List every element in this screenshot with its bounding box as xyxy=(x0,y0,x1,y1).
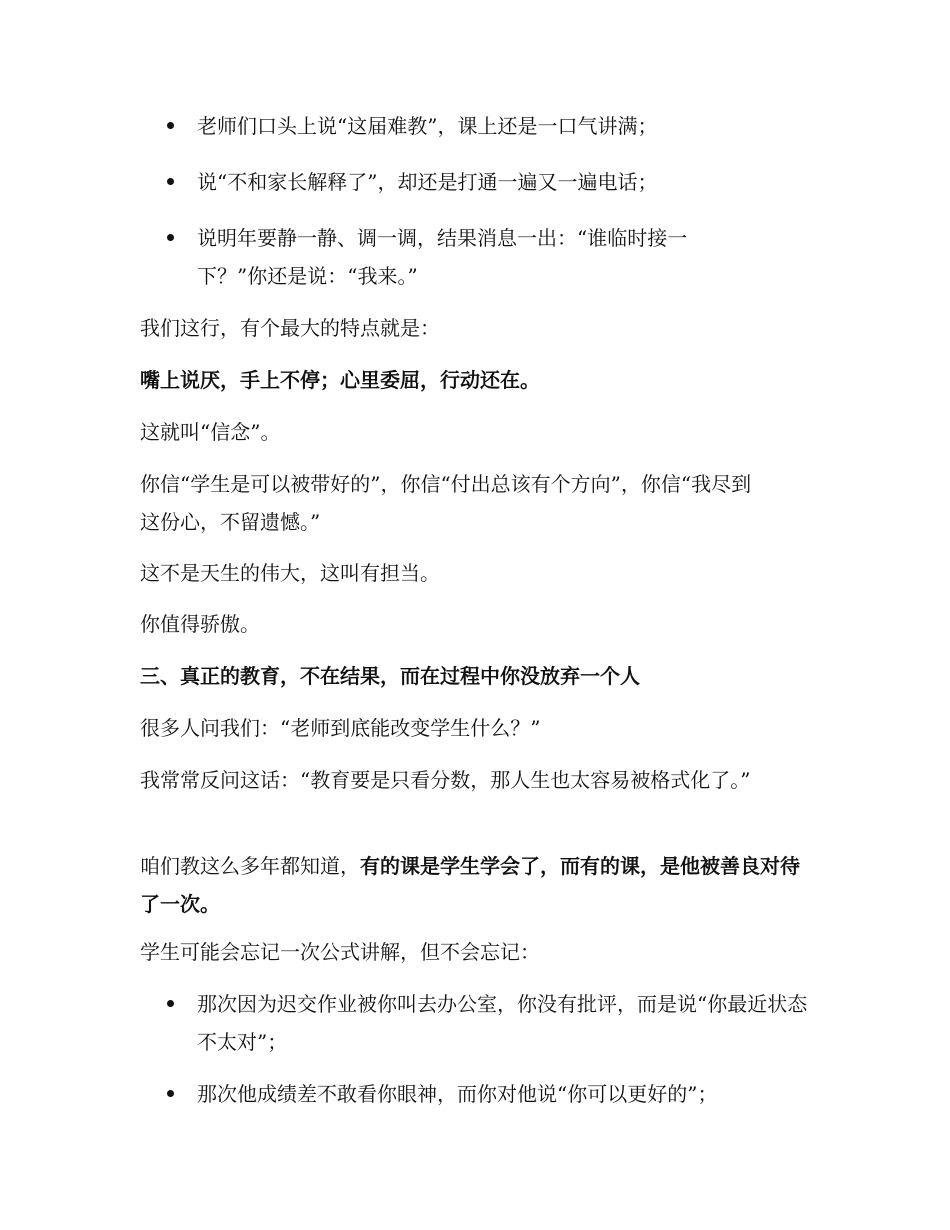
paragraph: 你信“学生是可以被带好的”，你信“付出总该有个方向”，你信“我尽到这份心，不留遗憾。” xyxy=(140,472,752,534)
emphasis-paragraph: 嘴上说厌，手上不停；心里委屈，行动还在。 xyxy=(140,368,540,392)
list-item xyxy=(197,985,810,1061)
list-item-text: 说“不和家长解释了”，却还是打通一遍又一遍电话； xyxy=(197,170,658,194)
bullet-dot xyxy=(167,1090,174,1097)
paragraph: 很多人问我们：“老师到底能改变学生什么？” xyxy=(140,716,541,740)
paragraph: 我常常反问这话：“教育要是只看分数，那人生也太容易被格式化了。” xyxy=(140,768,751,792)
paragraph: 你值得骄傲。 xyxy=(140,612,260,636)
list-item-text: 老师们口头上说“这届难教”，课上还是一口气讲满； xyxy=(197,114,658,138)
list-item-text: 那次他成绩差不敢看你眼神，而你对他说“你可以更好的”； xyxy=(197,1082,718,1106)
paragraph xyxy=(140,847,810,923)
list-item xyxy=(197,163,810,201)
paragraph: 这就叫“信念”。 xyxy=(140,420,281,444)
bullet-dot xyxy=(167,122,174,129)
bullet-dot xyxy=(167,178,174,185)
paragraph: 学生可能会忘记一次公式讲解，但不会忘记： xyxy=(140,940,540,964)
bullet-dot xyxy=(167,234,174,241)
paragraph-text: 咱们教这么多年都知道， xyxy=(140,854,360,878)
list-item xyxy=(197,1075,810,1113)
list-item-text: 那次因为迟交作业被你叫去办公室，你没有批评，而是说“你最近状态不太对”； xyxy=(197,992,808,1054)
list-item-text: 说明年要静一静、调一调，结果消息一出：“谁临时接一下？”你还是说：“我来。” xyxy=(197,226,688,288)
list-item xyxy=(197,107,810,145)
paragraph: 我们这行，有个最大的特点就是： xyxy=(140,316,440,340)
emphasis-text: 有的课是学生学会了，而有的课，是他被善良对待了一次。 xyxy=(140,854,800,916)
paragraph: 这不是天生的伟大，这叫有担当。 xyxy=(140,561,440,585)
section-heading: 三、真正的教育，不在结果，而在过程中你没放弃一个人 xyxy=(140,664,640,688)
list-item xyxy=(197,219,757,295)
bullet-dot xyxy=(167,1000,174,1007)
